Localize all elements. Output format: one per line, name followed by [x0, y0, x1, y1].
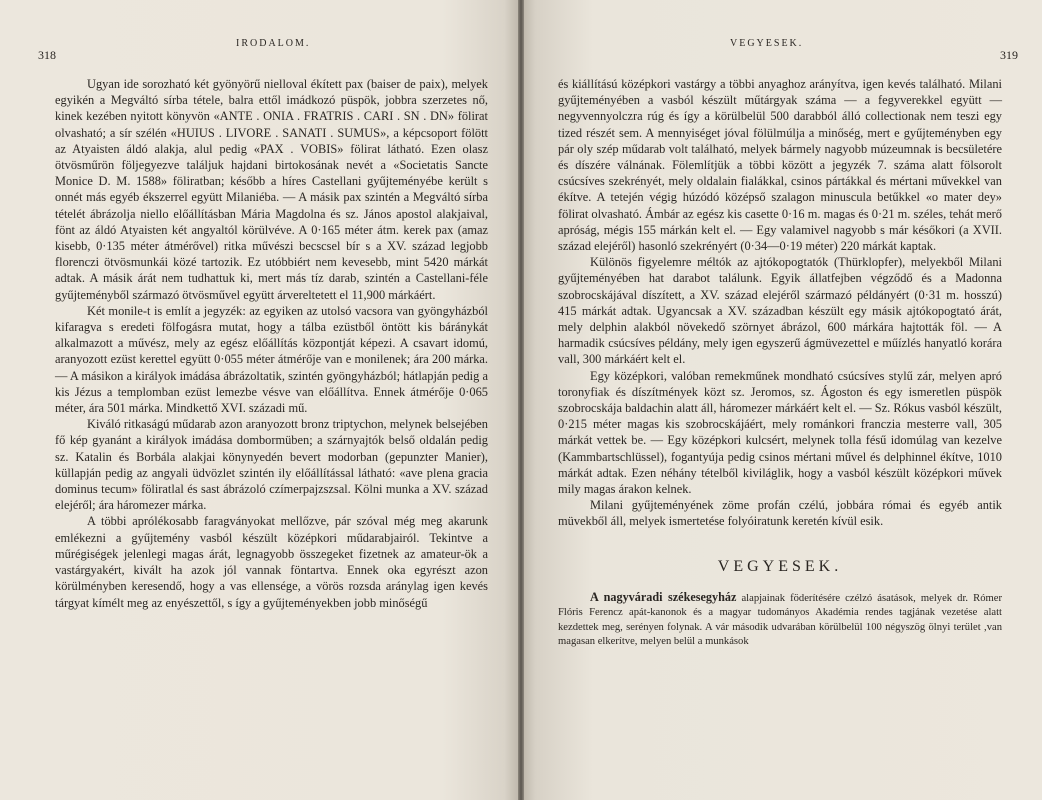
- left-page: [0, 0, 520, 800]
- paragraph: és kiállítású középkori vastárgy a többi anyaghoz arányítva, igen kevés található. Milani gyűjteményében a vasból készült műtárgyak száma — a fegyverekkel együtt — negyvennyolczra rúg és így a körülbelül 500 darabból álló collectionak nem teszi egy tized részét sem. A mennyiséget jóval fölülmúlja a minőség, mert e gyűjteményben egy pár oly szép műdarab volt található, melyek bármely nagyobb múzeumnak is becsületére és díszére válnának. Fölemlítjük a többi között a jegyzék 7. száma alatt fölsorolt csúcsíves szekrényét, mely oldalain fialákkal, csinos pártákkal és mértani művekkel van ékítve. A tetején végig húzódó középső szalagon minuscula betűkkel «o mater dey» fölirat olvasható. Ámbár az egész kis casette 0·16 m. magas és 0·21 m. széles, tehát merő apróság, mégis 155 márkán kelt el. — Egy valamivel nagyobb s már későkori (a XVII. század elejéről) hasonló szekrényért (0·34—0·19 méter) 220 márkát kaptak.: [558, 77, 1002, 254]
- left-page-body: [55, 76, 488, 611]
- running-head: IRODALOM.: [236, 38, 311, 49]
- paragraph: Egy középkori, valóban remekműnek mondható csúcsíves stylű zár, melyen apró toronyfiak és díszítmények közt sz. Jeromos, sz. Ágoston és egy ismeretlen püspök szobrocskája baldachin alatt áll, háromezer márkáért kelt el. — Sz. Rókus vasból készült, 0·215 méter magas kis szobrocskájáért, mely románkori franczia mesterre vall, 305 márkát vettek be. — Egy középkori kulcsért, melynek tolla fésű idomúlag van kezelve (Kammbartschlüssel), fogantyúja pedig csinos mértani művel és delphinnel ékítve, 1010 márkát adtak. Ezen néhány tételből kiviláglik, hogy a vasból készült középkori művek mily magas árakon kelnek.: [558, 368, 1002, 497]
- section-title: VEGYESEK.: [717, 557, 843, 575]
- paragraph: Kiváló ritkaságú műdarab azon aranyozott bronz triptychon, melynek belsejében fő kép gyanánt a királyok imádása dombormüben; a szárnyajtók belső oldalán pedig sz. Katalin és Borbála alakjai könynyedén bevert modorban (gepunzter Manier), küllapján pedig az angyali üdvözlet szintén ily előállítással látható: «ave plena gracia dominus tecum» föliratlal és sast ábrázoló czímerpajzszsal. Kölni munka a XV. század elejéről; ára háromezer márka.: [55, 417, 488, 513]
- paragraph: A többi aprólékosabb faragványokat mellőzve, pár szóval még meg akarunk emlékezni a gyűjtemény vasból készült középkori műdarabjairól. Tekintve a műrégiségek jelenlegi magas árát, legnagyobb összegeket fizetnek az amateur-ök a vastárgyakért, kivált ha azok jól vannak föntartva. Ennek oka egyrészt azon körülményben keresendő, hogy a vas ellensége, a vörös rozsda aránylag igen kevés tárgyat kímélt meg az enyészettől, s így a gyűjteményekben jobb minőségű: [55, 514, 488, 610]
- paragraph: Különös figyelemre méltók az ajtókopogtatók (Thürklopfer), melyekből Milani gyűjteményében hat darabot találunk. Egyik állatfejben végződő és a Madonna szobrocskájával díszített, a XV. század elejéről származó példányért (0·31 m. hosszú) 415 márkát adtak. Ugyancsak a XV. században készült egy másik ajtókopogtató árát, mely delphin alakból növekedő szörnyet ábrázol, 600 márkára hajtották föl. — A harmadik csúcsíves példány, mely igen egyszerű ágmüvezettel e műízlés hanyatló korára vall, 300 márkáért kelt el.: [558, 255, 1002, 367]
- right-page-body: [558, 76, 1002, 650]
- news-item: [558, 590, 1002, 650]
- paragraph: Két monile-t is említ a jegyzék: az egyiken az utolsó vacsora van gyöngyházból kifaragva s eredeti fölfogásra mutat, hogy a tálba ezüstből öntött kis báránykát alkalmazott a művész, mely az egész előállítás központját képezi. A csavart idomú, aranyozott ezüst kerettel együtt 0·055 méter átmérője van e monilenek; ára 200 márka. — A másikon a királyok imádása ábrázoltatik, szintén gyöngyházból; hátlapján pedig a kis Jézus a templomban ezüst lemezbe vésve van előállítva. Ennek átmérője 0·065 méter, ára 501 márka. Mindkettő XVI. századi mű.: [55, 303, 488, 416]
- running-head: VEGYESEK.: [730, 38, 804, 49]
- page-number: 318: [38, 48, 56, 62]
- book-gutter: [518, 0, 524, 800]
- right-page: [520, 0, 1042, 800]
- page-number: 319: [1000, 48, 1018, 62]
- news-item-text: alapjainak föderítésére czélzó ásatások, melyek dr. Rómer Flóris Ferencz apát-kanonok és a magyar tudományos Akadémia rendes tagjának vezetése alatt kezdettek meg, serényen folynak. A vár második udvarában körülbelül 100 négyszög ölnyi terület ,van magasan elkerítve, melyen belül a munkások: [558, 592, 1002, 648]
- paragraph: Milani gyűjteményének zöme profán czélú, jobbára római és egyéb antik müvekből áll, melyek ismertetése folyóiratunk keretén kívül esik.: [558, 498, 1002, 529]
- paragraph: Ugyan ide sorozható két gyönyörű nielloval ékített pax (baiser de paix), melyek egyikén a Megváltó sírba tétele, balra ettől imádkozó püspök, jobbra szerzetes nő, kinek kezében nyitott könyvön «ANTE . ONIA . FRATRIS . CARI . SN . DN» fölirat olvasható; a sír szélén «HUIUS . LIVORE . SANATI . SUMUS», a képcsoport fölött az Atyaisten áldó alakja, alul pedig «PAX . VOBIS» fölirat látható. Ezen olasz ötvösműrön följegyezve találjuk hajdani birtokosának nevét a «Societatis Sancte Monice D. M. 1588» föliratban; később a híres Castellani gyűjteményébe került s onnét más egyéb ékszerrel együtt Milaniéba. — A másik pax szintén a Megváltó sírba tételét ábrázolja niello előállításban Mária Magdolna és sz. János apostol alakjaival, fönt az áldó Atyaisten két angyaltól körülvéve. A 0·165 méter átm. kerek pax (amaz kisebb, 0·135 méter átmérővel) ritka művészi becscsel bír s a XV. század legjobb florenczi ötvösmunkái közé tartozik. Ez utóbbiért nem kevesebb, mint 5420 márkát adtak. A másik árát nem tudhattuk ki, mert más tíz darab, szintén a Castellani-féle gyűjteményből származó ötvösművel együtt árvereltetett el 11,900 márkáért.: [55, 77, 488, 302]
- news-item-lead: A nagyváradi székesegyház: [590, 589, 737, 604]
